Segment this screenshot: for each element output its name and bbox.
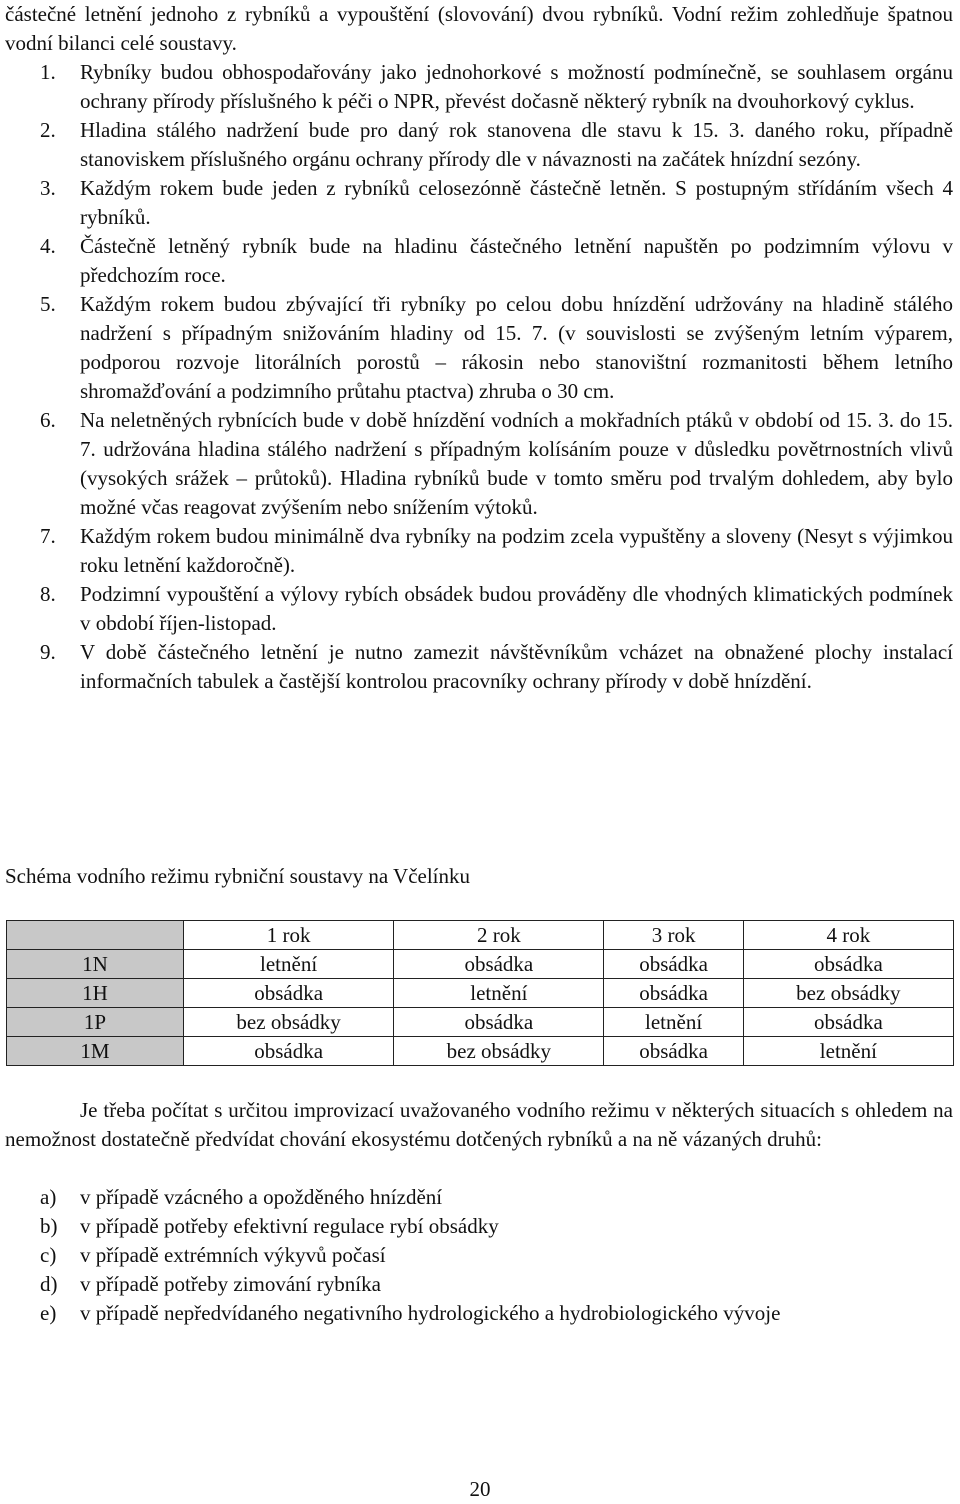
rules-list bbox=[5, 58, 953, 696]
table-row bbox=[7, 979, 954, 1008]
table-header-row bbox=[7, 921, 954, 950]
item-number: 7. bbox=[40, 524, 56, 548]
table-cell: bez obsádky bbox=[394, 1037, 604, 1066]
table-cell: obsádka bbox=[184, 1037, 394, 1066]
page-number: 20 bbox=[469, 1477, 491, 1501]
list-item bbox=[5, 1241, 780, 1270]
item-text: Podzimní vypouštění a výlovy rybích obsádek budou prováděny dle vhodných klimatických podmínek v období říjen-listopad. bbox=[80, 582, 953, 635]
table-cell: obsádka bbox=[604, 1037, 743, 1066]
list-item bbox=[5, 58, 953, 116]
row-header: 1M bbox=[7, 1037, 184, 1066]
item-number: 1. bbox=[40, 60, 56, 84]
list-item bbox=[5, 1299, 780, 1328]
item-text: Každým rokem budou zbývající tři rybníky po celou dobu hnízdění udržovány na hladině stálého nadržení s případným snižováním hladiny od 15. 7. (v souvislosti se zvýšeným letním výparem, podporou rozvoje litorálních porostů – rákosin nebo stanovištní rozmanitosti během letního shromažďování a podzimního průtahu ptactva) zhruba o 30 cm. bbox=[80, 292, 953, 403]
item-text: v případě nepředvídaného negativního hydrologického a hydrobiologického vývoje bbox=[80, 1301, 781, 1325]
list-item bbox=[5, 1212, 780, 1241]
list-item bbox=[5, 406, 953, 522]
item-number: 2. bbox=[40, 118, 56, 142]
table-cell: letnění bbox=[394, 979, 604, 1008]
list-item bbox=[5, 290, 953, 406]
list-item bbox=[5, 522, 953, 580]
table-row bbox=[7, 1037, 954, 1066]
item-letter: e) bbox=[40, 1301, 57, 1325]
column-header: 3 rok bbox=[604, 921, 743, 950]
item-number: 4. bbox=[40, 234, 56, 258]
table-cell: obsádka bbox=[604, 950, 743, 979]
item-number: 9. bbox=[40, 640, 56, 664]
table-cell: letnění bbox=[604, 1008, 743, 1037]
item-letter: b) bbox=[40, 1214, 58, 1238]
row-header: 1H bbox=[7, 979, 184, 1008]
column-header: 2 rok bbox=[394, 921, 604, 950]
water-regime-table bbox=[6, 920, 954, 1066]
item-text: v případě potřeby efektivní regulace rybí obsádky bbox=[80, 1214, 499, 1238]
list-item bbox=[5, 174, 953, 232]
list-item bbox=[5, 580, 953, 638]
item-letter: c) bbox=[40, 1243, 57, 1267]
table-cell: letnění bbox=[184, 950, 394, 979]
column-header: 1 rok bbox=[184, 921, 394, 950]
table-cell: bez obsádky bbox=[184, 1008, 394, 1037]
note-paragraph: Je třeba počítat s určitou improvizací uvažovaného vodního režimu v některých situacích s ohledem na nemožnost dostatečně předvídat chování ekosystému dotčených rybníků a na ně vázaných druhů: bbox=[5, 1098, 953, 1151]
item-letter: d) bbox=[40, 1272, 58, 1296]
table-row bbox=[7, 950, 954, 979]
cases-list bbox=[5, 1183, 780, 1328]
table-cell: obsádka bbox=[394, 950, 604, 979]
item-number: 8. bbox=[40, 582, 56, 606]
corner-cell bbox=[7, 921, 184, 950]
table-cell: obsádka bbox=[743, 950, 953, 979]
item-letter: a) bbox=[40, 1185, 57, 1209]
item-text: v případě vzácného a opožděného hnízdění bbox=[80, 1185, 443, 1209]
item-text: v případě extrémních výkyvů počasí bbox=[80, 1243, 386, 1267]
intro-paragraph: částečné letnění jednoho z rybníků a vypouštění (slovování) dvou rybníků. Vodní režim zohledňuje špatnou vodní bilanci celé soustavy. bbox=[5, 2, 953, 55]
item-text: v případě potřeby zimování rybníka bbox=[80, 1272, 381, 1296]
item-text: Každým rokem bude jeden z rybníků celosezónně částečně letněn. S postupným střídáním všech 4 rybníků. bbox=[80, 176, 953, 229]
item-text: V době částečného letnění je nutno zamezit návštěvníkům vcházet na obnažené plochy instalací informačních tabulek a častější kontrolou pracovníky ochrany přírody v době hnízdění. bbox=[80, 640, 953, 693]
item-text: Každým rokem budou minimálně dva rybníky na podzim zcela vypuštěny a sloveny (Nesyt s výjimkou roku letnění každoročně). bbox=[80, 524, 953, 577]
item-text: Rybníky budou obhospodařovány jako jednohorkové s možností podmínečně, se souhlasem orgánu ochrany přírody příslušného k péči o NPR, převést dočasně některý rybník na dvouhorkový cyklus. bbox=[80, 60, 953, 113]
schema-title: Schéma vodního režimu rybniční soustavy na Včelínku bbox=[5, 864, 471, 888]
item-number: 5. bbox=[40, 292, 56, 316]
column-header: 4 rok bbox=[743, 921, 953, 950]
list-item bbox=[5, 1183, 780, 1212]
item-number: 6. bbox=[40, 408, 56, 432]
item-text: Na neletněných rybnících bude v době hnízdění vodních a mokřadních ptáků v období od 15. 3. do 15. 7. udržována hladina stálého nadržení s případným kolísáním pouze v důsledku povětrnostních vlivů (vysokých srážek – průtoků). Hladina rybníků bude v tomto směru pod trvalým dohledem, aby bylo možné včas reagovat zvýšením nebo snížením výtoků. bbox=[80, 408, 953, 519]
table-cell: obsádka bbox=[394, 1008, 604, 1037]
row-header: 1P bbox=[7, 1008, 184, 1037]
list-item bbox=[5, 1270, 780, 1299]
list-item bbox=[5, 116, 953, 174]
item-text: Hladina stálého nadržení bude pro daný rok stanovena dle stavu k 15. 3. daného roku, případně stanoviskem příslušného orgánu ochrany přírody dle v návaznosti na začátek hnízdní sezóny. bbox=[80, 118, 953, 171]
list-item bbox=[5, 638, 953, 696]
list-item bbox=[5, 232, 953, 290]
table-cell: obsádka bbox=[604, 979, 743, 1008]
row-header: 1N bbox=[7, 950, 184, 979]
item-text: Částečně letněný rybník bude na hladinu částečného letnění napuštěn po podzimním výlovu v předchozím roce. bbox=[80, 234, 953, 287]
table-row bbox=[7, 1008, 954, 1037]
table-cell: bez obsádky bbox=[743, 979, 953, 1008]
table-cell: obsádka bbox=[184, 979, 394, 1008]
table-cell: obsádka bbox=[743, 1008, 953, 1037]
item-number: 3. bbox=[40, 176, 56, 200]
table-cell: letnění bbox=[743, 1037, 953, 1066]
